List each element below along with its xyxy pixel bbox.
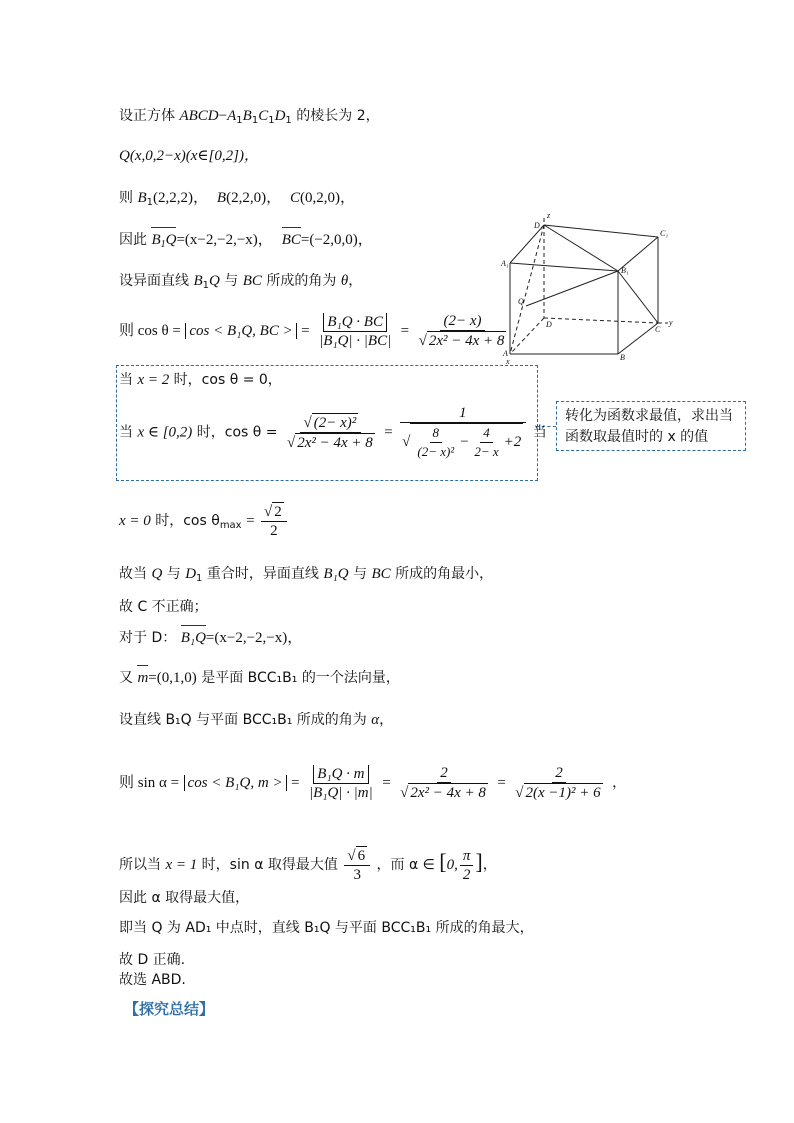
text-line-7: 当 x = 2 时，cos θ = 0，: [119, 372, 282, 388]
label-z-axis: z: [547, 211, 551, 220]
cube-figure: [498, 208, 688, 368]
formula-cos-max: x = 0 时，$\cos \theta_{max}$ = $\frac{√ 2}{2}$: [119, 502, 289, 540]
text-line-5: 设异面直线 $B_1Q$ 与 BC 所成的角为 θ，: [119, 273, 363, 291]
label-x-axis: x: [506, 357, 510, 366]
label-Q: Q: [518, 297, 524, 306]
text-line-18: 即当 Q 为 AD₁ 中点时，直线 B₁Q 与平面 BCC₁B₁ 所成的角最大，: [119, 920, 534, 936]
formula-sin-alpha: 则 sin α = cos < B₁Q, m > = $\frac{\text{B₁Q · m}}{\text{|B₁Q| · |m|}}$ = $\frac{2}{\text{√ 2x² − 4x + 8}}$ = $\frac{2}{\text{√ 2(x −1)² + 6}}$ ，: [119, 765, 627, 801]
text-line-12: 对于 D： B₁Q=(x−2,−2,−x)，: [119, 630, 303, 646]
text-line-19: 故 D 正确.: [119, 952, 186, 968]
text-line-4: 因此 $B_1Q=(x-2,-2,-x)$， BC=(−2,0,0)，: [119, 232, 373, 250]
text-line-17: 因此 α 取得最大值，: [119, 890, 250, 906]
label-B: B: [620, 353, 625, 362]
formula-sin-max: 所以当 x = 1 时，sin α 取得最大值 $\frac{√ 6}{3}$ ，而 α ∈ [0, $\frac{\pi}{2}$ ]，: [119, 847, 497, 883]
label-D1: D₁: [534, 221, 543, 230]
text-line-10: 故当 Q 与 $D_1$ 重合时，异面直线 B₁Q 与 BC 所成的角最小，: [119, 566, 494, 584]
text-line-11: 故 C 不正确；: [119, 599, 208, 615]
formula-cos-theta-range: 当 x ∈ [0,2) 时，cos θ = $\frac{\text{√ (2− x)²}}{\text{√ 2x² − 4x + 8}}$ = 1 √ $\frac{8}{\text{(2− x)²}}$ − $\frac{4}{2- x}$ +2 当: [119, 405, 547, 459]
text-line-14: 设直线 B₁Q 与平面 BCC₁B₁ 所成的角为 α，: [119, 712, 394, 728]
label-B1: B₁: [621, 266, 629, 275]
label-A1: A₁: [501, 259, 509, 268]
section-heading-summary: 【探究总结】: [124, 1000, 215, 1018]
formula-cos-theta: 则 cos θ = cos < B₁Q, BC > = $\frac{\text{B₁Q · BC}}{\text{|B₁Q| · |BC|}}$ = $\frac{(2- x)}{\text{√ 2x² − 4x + 8}}$: [119, 313, 505, 349]
label-C: C: [655, 325, 661, 334]
label-y-axis: y: [669, 318, 673, 327]
label-C1: C₁: [660, 229, 669, 238]
text-line-20: 故选 ABD.: [119, 972, 186, 988]
label-A: A: [503, 349, 508, 358]
text-line-2: Q(x,0,2−x)(x∈[0,2])，: [119, 148, 259, 164]
text-line-3: 则 $B_1(2,2,2)$， B(2,2,0)， C(0,2,0)，: [119, 190, 355, 208]
label-D: D: [546, 320, 552, 329]
text-line-1: 设正方体 $ABCD-A_1B_1C_1D_1$ 的棱长为 2，: [119, 108, 380, 126]
text-line-13: 又 m=(0,1,0) 是平面 BCC₁B₁ 的一个法向量，: [119, 670, 400, 686]
callout-note: 转化为函数求最值，求出当 函数取最值时的 x 的值: [556, 401, 746, 451]
